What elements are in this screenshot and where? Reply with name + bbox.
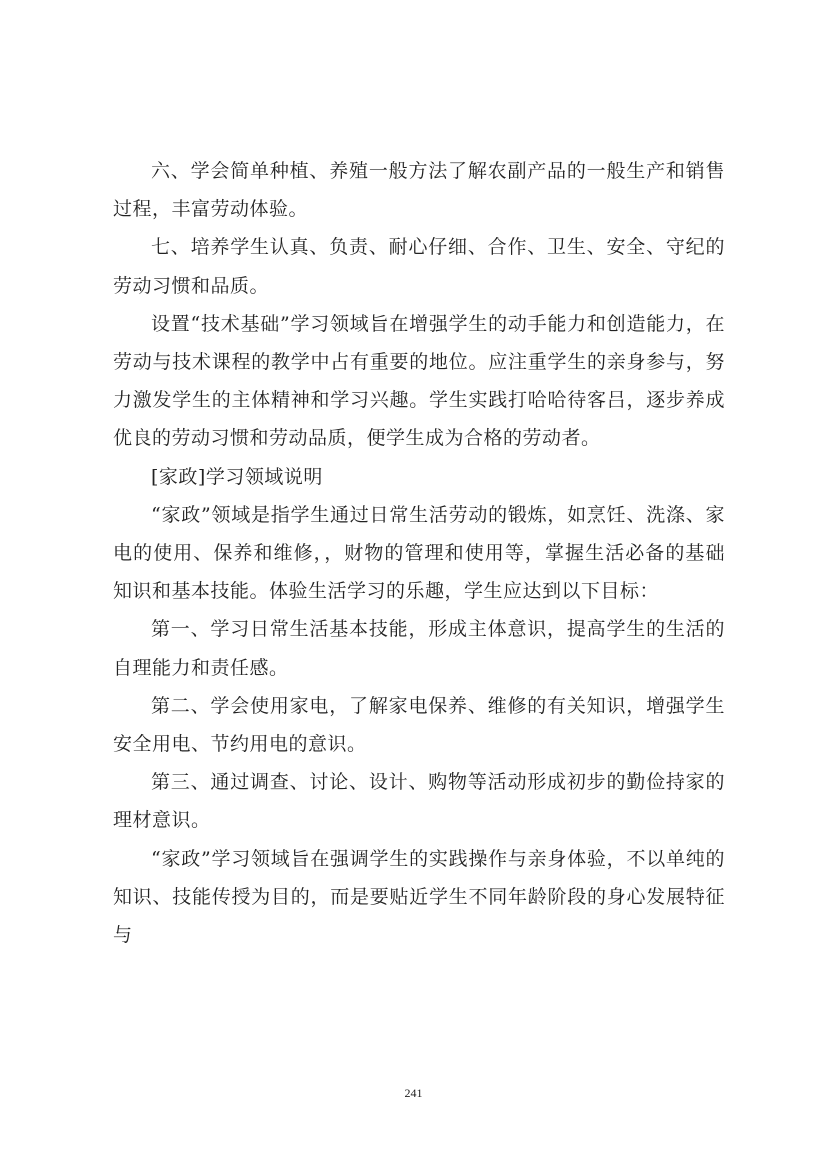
paragraph-item-6: 六、学会简单种植、养殖一般方法了解农副产品的一般生产和销售过程，丰富劳动体验。 xyxy=(113,160,725,221)
section-heading-home-economics: [家政]学习领域说明 xyxy=(151,465,323,488)
paragraph-tech-foundation: 设置“技术基础”学习领域旨在增强学生的动手能力和创造能力，在劳动与技术课程的教学中占有重要的地位。应注重学生的亲身参与，努力激发学生的主体精神和学习兴趣。学生实践打哈哈待客吕，逐步养成优良的劳动习惯和劳动品质，便学生成为合格的劳动者。 xyxy=(113,312,725,450)
paragraph-goal-1: 第一、学习日常生活基本技能，形成主体意识，提高学生的生活的自理能力和责任感。 xyxy=(113,618,725,679)
paragraph-home-economics-summary: “家政”学习领域旨在强调学生的实践操作与亲身体验，不以单纯的知识、技能传授为目的，而是要贴近学生不同年龄阶段的身心发展特征与 xyxy=(113,847,725,947)
paragraph-item-7: 七、培养学生认真、负责、耐心仔细、合作、卫生、安全、守纪的劳动习惯和品质。 xyxy=(113,236,725,297)
paragraph-goal-3: 第三、通过调查、讨论、设计、购物等活动形成初步的勤俭持家的理材意识。 xyxy=(113,771,725,832)
paragraph-goal-2: 第二、学会使用家电，了解家电保养、维修的有关知识，增强学生安全用电、节约用电的意识。 xyxy=(113,694,725,756)
body-text xyxy=(113,152,725,954)
paragraph-home-economics-intro: “家政”领域是指学生通过日常生活劳动的锻炼，如烹饪、洗涤、家电的使用、保养和维修，，财物的管理和使用等，掌握生活必备的基础知识和基本技能。体验生活学习的乐趣，学生应达到以下目标： xyxy=(113,503,725,603)
page-number: 241 xyxy=(404,1086,423,1100)
